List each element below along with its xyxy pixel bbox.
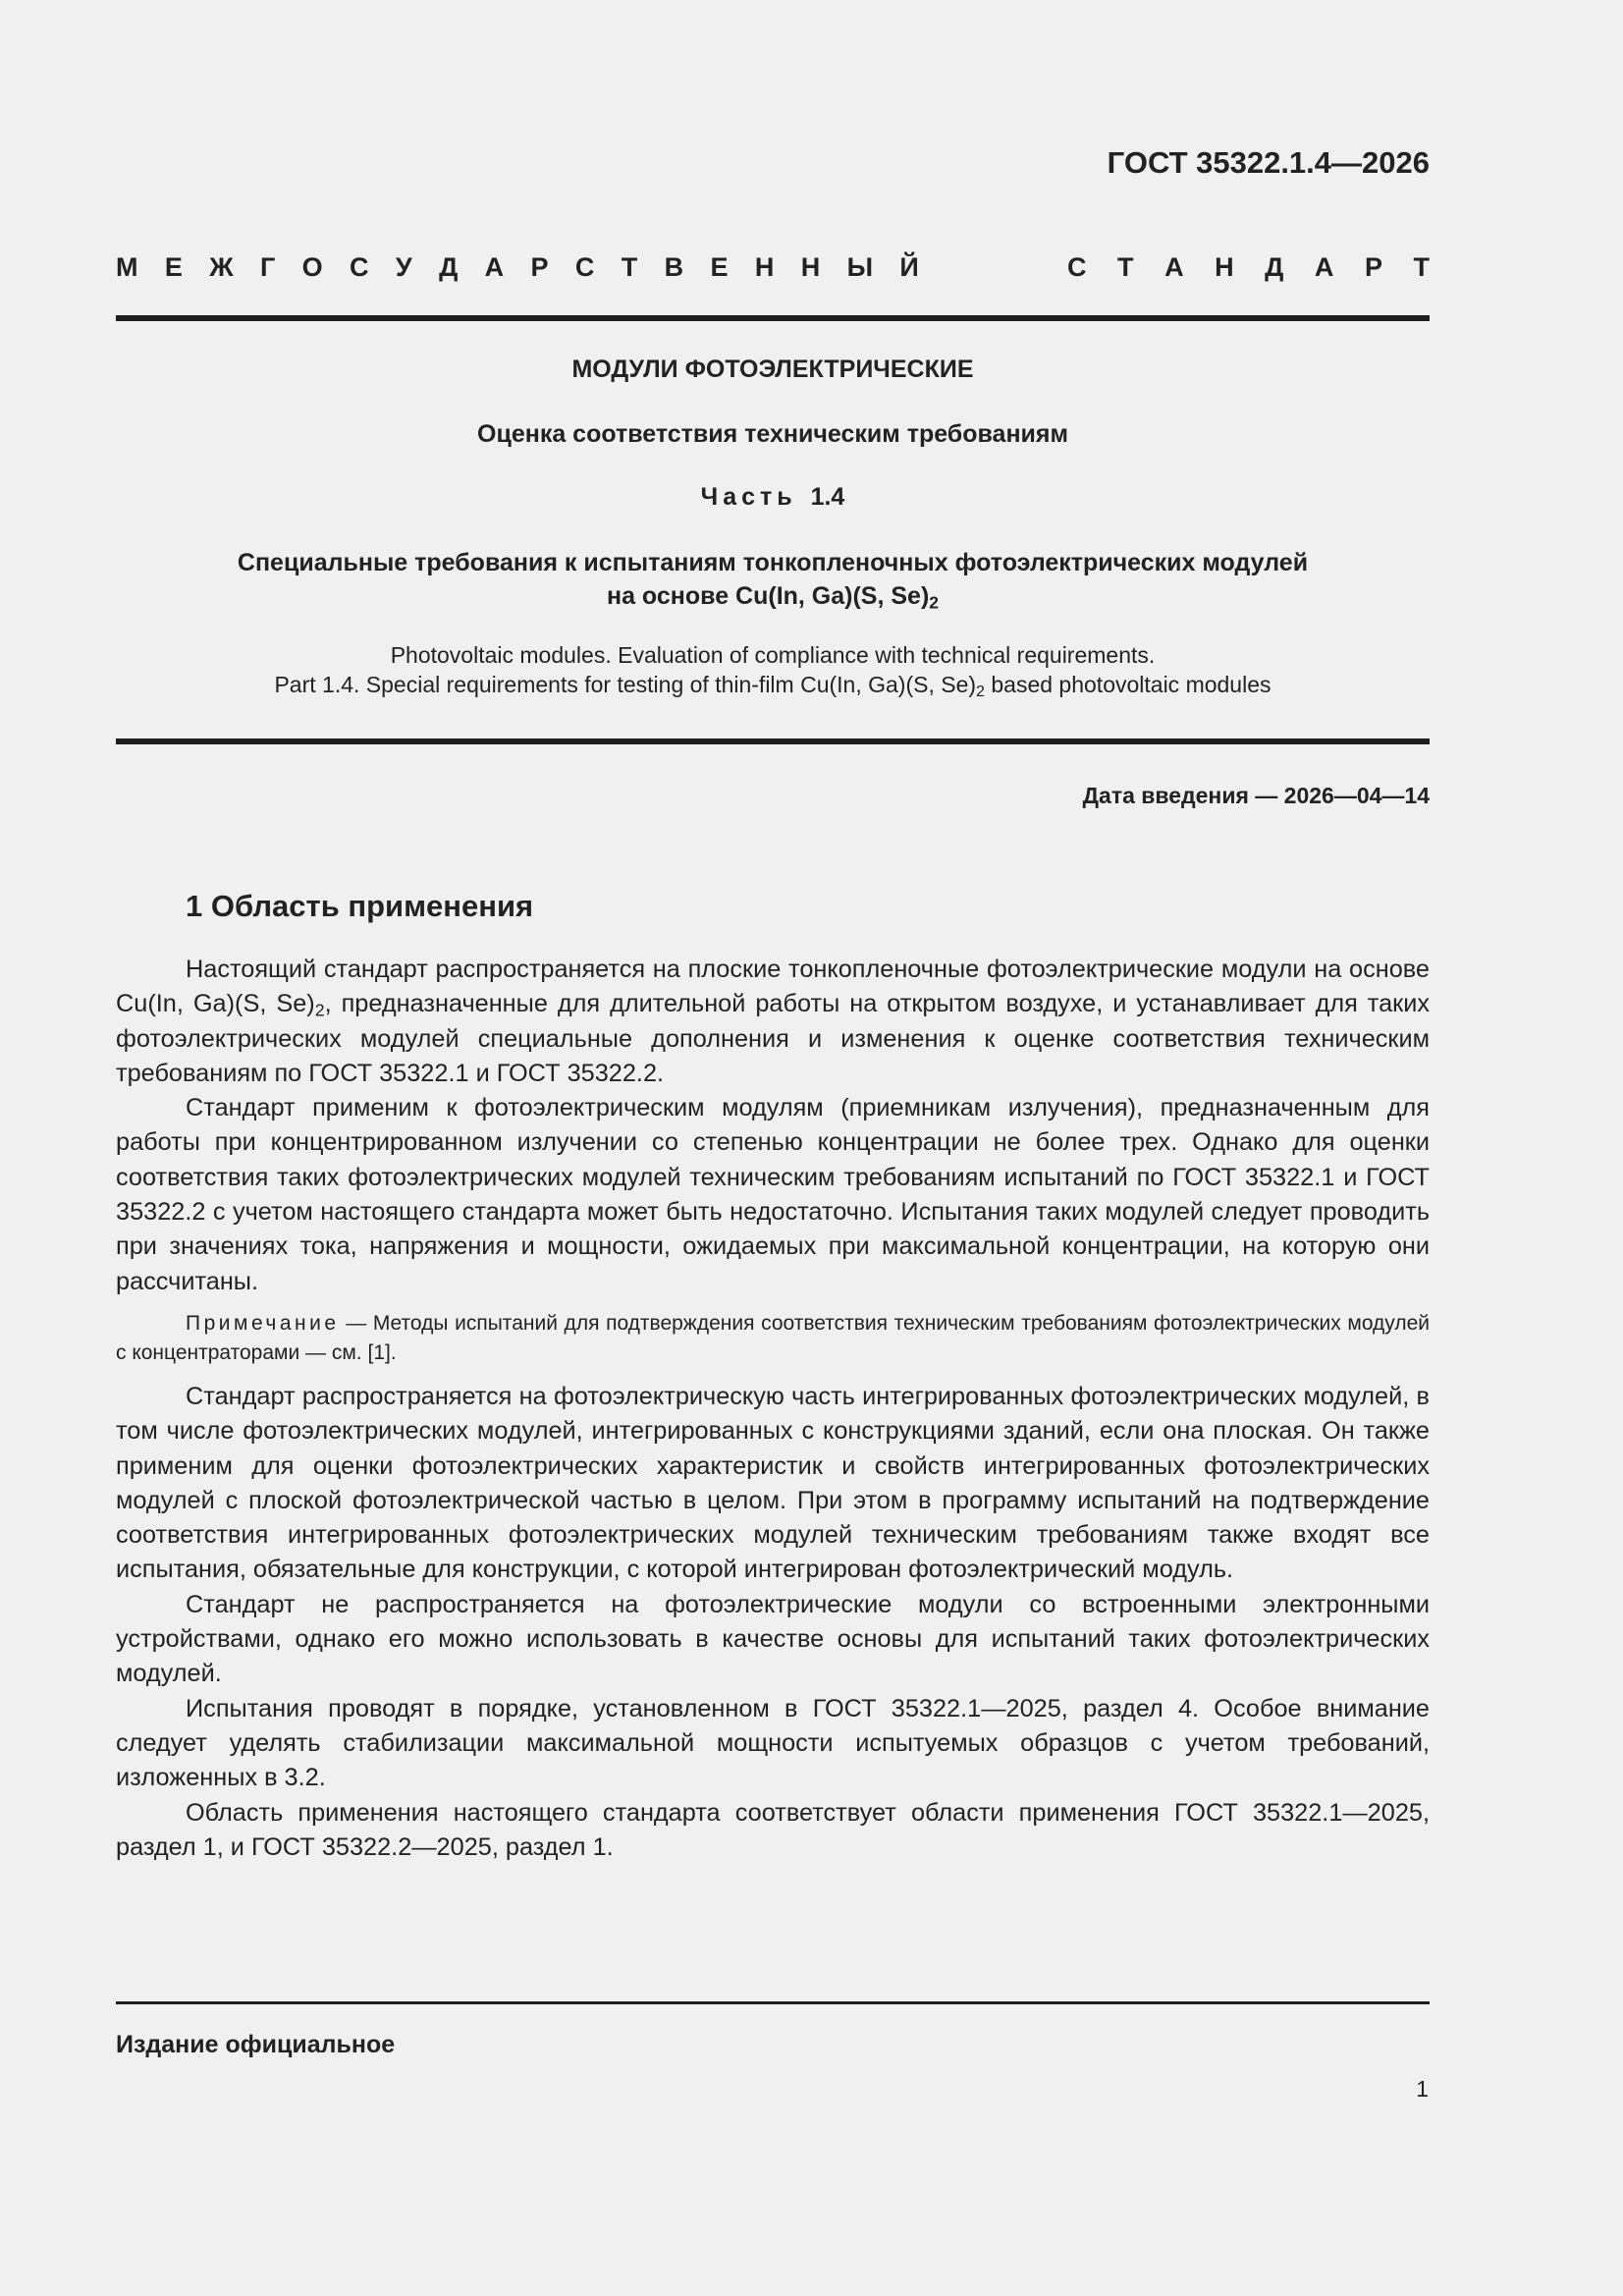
- footer-rule: [116, 2001, 1430, 2004]
- section-heading: 1 Область применения: [186, 889, 534, 923]
- english-title-line2-end: based photovoltaic modules: [984, 672, 1271, 697]
- paragraph-1-text-a: Настоящий стандарт распространяется на плоские тонкопленочные фотоэлектрические модули на основе Cu(In, Ga)(S, Se): [116, 956, 1430, 1018]
- paragraph-2: Стандарт применим к фотоэлектрическим модулям (приемникам излучения), предназначенным для работы при концентрированном излучении со степенью концентрации не более трех. Однако для оценки соответствия таких фотоэлектрических модулей техническим требованиям испытаний по ГОСТ 35322.1 и ГОСТ 35322.2 с учетом настоящего стандарта может быть недостаточно. Испытания таких модулей следует проводить при значениях тока, напряжения и мощности, ожидаемых при максимальной концентрации, на которую они рассчитаны.: [116, 1094, 1430, 1295]
- banner-word-standard: [1067, 251, 1430, 283]
- banner-letter: Ы: [846, 252, 874, 282]
- standard-designation: ГОСТ 35322.1.4—2026: [1107, 145, 1430, 180]
- banner-letter: С: [574, 252, 595, 282]
- special-title-line1: Специальные требования к испытаниям тонкопленочных фотоэлектрических модулей: [237, 549, 1309, 576]
- paragraph-4: Стандарт не распространяется на фотоэлектрические модули со встроенными электронными устройствами, однако его можно использовать в качестве основы для испытаний таких фотоэлектрических модулей.: [116, 1590, 1430, 1688]
- introduction-date: Дата введения — 2026—04—14: [1082, 783, 1430, 808]
- banner-letter: А: [1164, 252, 1184, 282]
- banner-letter: А: [484, 252, 505, 282]
- banner-letter: Е: [710, 252, 729, 282]
- banner-letter: С: [350, 252, 369, 282]
- banner-letter: Р: [530, 252, 549, 282]
- banner-letter: Т: [1413, 252, 1430, 282]
- special-title-line2: [116, 579, 1430, 613]
- english-title-line1: Photovoltaic modules. Evaluation of compliance with technical requirements.: [390, 642, 1156, 668]
- paragraph-6: Область применения настоящего стандарта соответствует области применения ГОСТ 35322.1—2025, раздел 1, и ГОСТ 35322.2—2025, раздел 1.: [116, 1798, 1430, 1861]
- paragraph-1-text-b: , предназначенные для длительной работы на открытом воздухе, и устанавливает для таких фотоэлектрических модулей специальные дополнения и изменения к оценке соответствия техническим требованиям по ГОСТ 35322.1 и ГОСТ 35322.2.: [116, 990, 1430, 1087]
- part-number: 1.4: [810, 483, 845, 511]
- note-label: Примечание: [186, 1311, 340, 1335]
- paragraph-1-subscript: 2: [314, 1000, 325, 1020]
- banner-letter: В: [664, 252, 684, 282]
- english-title-line2: [116, 670, 1430, 699]
- special-title-line2-text: на основе Cu(In, Ga)(S, Se): [606, 582, 930, 610]
- edition-label: Издание официальное: [116, 2031, 396, 2058]
- note: [116, 1309, 1430, 1368]
- top-rule: [116, 315, 1430, 321]
- english-title-subscript: 2: [976, 683, 985, 701]
- banner-letter: С: [1067, 252, 1087, 282]
- banner-word-interstate: [116, 251, 919, 283]
- banner-letter: Д: [1265, 252, 1284, 282]
- banner-letter: Е: [164, 252, 183, 282]
- banner-letter: Т: [1117, 252, 1134, 282]
- paragraph-5: Испытания проводят в порядке, установленном в ГОСТ 35322.1—2025, раздел 4. Особое внимание следует уделять стабилизации максимальной мощности испытуемых образцов с учетом требований, изложенных в 3.2.: [116, 1694, 1430, 1792]
- banner-letter: Й: [899, 252, 919, 282]
- banner-letter: Г: [260, 252, 276, 282]
- paragraph-1: [116, 953, 1430, 1091]
- document-subtitle: Оценка соответствия техническим требованиям: [477, 420, 1068, 448]
- note-text: — Методы испытаний для подтверждения соответствия техническим требованиям фотоэлектрических модулей с концентраторами — см. [1].: [116, 1311, 1430, 1364]
- banner-letter: У: [395, 252, 412, 282]
- english-title: [116, 640, 1430, 699]
- standard-type-banner: [116, 251, 1430, 283]
- banner-letter: Ж: [209, 252, 234, 282]
- banner-letter: А: [1314, 252, 1334, 282]
- special-title: [116, 546, 1430, 613]
- part-word: Часть: [700, 483, 797, 511]
- banner-letter: Р: [1364, 252, 1382, 282]
- document-title: МОДУЛИ ФОТОЭЛЕКТРИЧЕСКИЕ: [571, 355, 974, 383]
- banner-letter: М: [116, 252, 138, 282]
- section-body: [116, 953, 1430, 1865]
- paragraph-3: Стандарт распространяется на фотоэлектрическую часть интегрированных фотоэлектрических модулей, в том числе фотоэлектрических модулей, интегрированных с конструкциями зданий, если она плоская. Он также применим для оценки фотоэлектрических характеристик и свойств интегрированных фотоэлектрических модулей с плоской фотоэлектрической частью в целом. При этом в программу испытаний на подтверждение соответствия интегрированных фотоэлектрических модулей техническим требованиям также входят все испытания, обязательные для конструкции, с которой интегрирован фотоэлектрический модуль.: [116, 1382, 1430, 1584]
- banner-letter: О: [301, 252, 323, 282]
- special-title-subscript: 2: [929, 592, 940, 613]
- title-bottom-rule: [116, 738, 1430, 744]
- banner-letter: Н: [800, 252, 821, 282]
- part-label: [116, 483, 1430, 512]
- english-title-line2-text: Part 1.4. Special requirements for testing of thin-film Cu(In, Ga)(S, Se): [274, 672, 977, 697]
- banner-letter: Н: [1215, 252, 1234, 282]
- banner-letter: Т: [621, 252, 638, 282]
- banner-letter: Д: [439, 252, 459, 282]
- page-number: 1: [1416, 2076, 1429, 2102]
- banner-letter: Н: [754, 252, 775, 282]
